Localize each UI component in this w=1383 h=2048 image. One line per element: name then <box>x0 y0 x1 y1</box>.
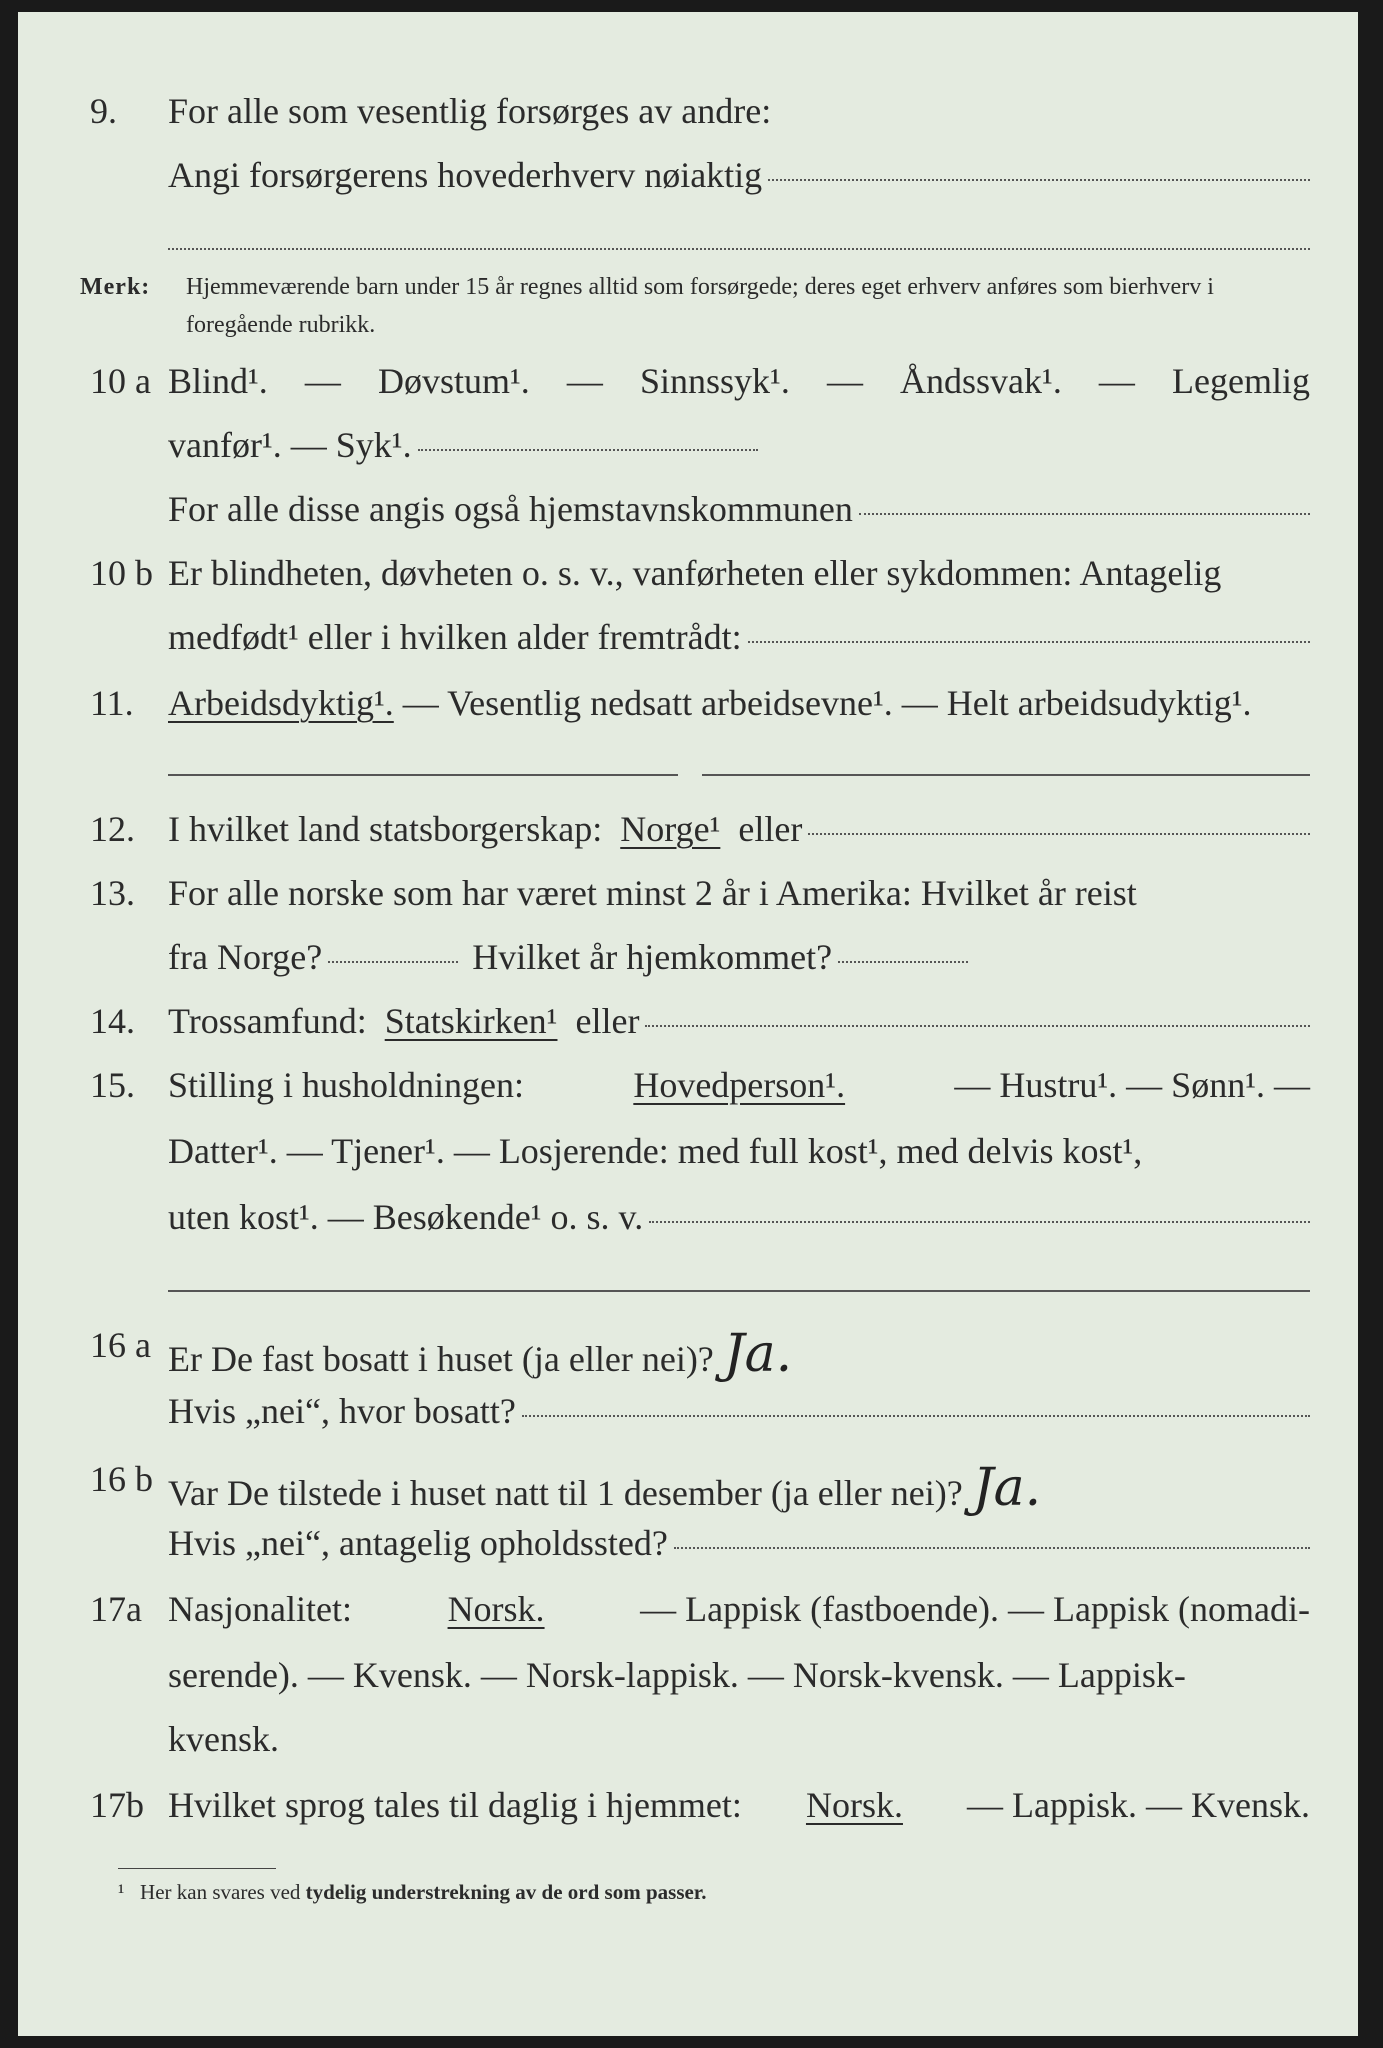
q16b-question: Var De tilstede i huset natt til 1 desember (ja eller nei)? <box>168 1473 963 1513</box>
q17b-number: 17b <box>90 1785 144 1825</box>
q15-options-1: — Hustru¹. — Sønn¹. — <box>954 1065 1310 1105</box>
q17a-options-1: — Lappisk (fastboende). — Lappisk (nomadi- <box>640 1589 1310 1629</box>
q14-line <box>18 1000 1358 1060</box>
q17b-options: — Lappisk. — Kvensk. <box>967 1785 1310 1825</box>
q10a-dash: — <box>826 361 863 401</box>
q17a-options-3: kvensk. <box>168 1719 279 1759</box>
q16b-number: 16 b <box>90 1459 153 1499</box>
q12-number: 12. <box>90 809 135 849</box>
q12-question: I hvilket land statsborgerskap: <box>168 809 603 849</box>
q11-other-options: — Vesentlig nedsatt arbeidsevne¹. — Helt arbeidsudyktig¹. <box>402 683 1252 723</box>
footnote-mark: ¹ <box>118 1880 125 1904</box>
q10a-dash: — <box>566 361 603 401</box>
footnote-text: Her kan svares ved <box>140 1880 301 1904</box>
q14-number: 14. <box>90 1001 135 1041</box>
q10b-question-2: medfødt¹ eller i hvilken alder fremtrådt: <box>168 617 742 657</box>
q10a-question-3: For alle disse angis også hjemstavnskommunen <box>168 489 853 529</box>
q13-hjemkommet-label: Hvilket år hjemkommet? <box>472 937 833 977</box>
q9-line1 <box>18 90 1358 150</box>
q14-question: Trossamfund: <box>168 1001 367 1041</box>
q15-number: 15. <box>90 1065 135 1105</box>
q16b-answer-field[interactable] <box>674 1547 1310 1549</box>
q16b-question-2: Hvis „nei“, antagelig opholdssted? <box>168 1523 668 1563</box>
q12-answer-field[interactable] <box>808 833 1310 835</box>
q10a-answer-field[interactable] <box>418 449 758 451</box>
q10a-options <box>168 360 1310 402</box>
footnote <box>118 1880 706 1905</box>
q10a-option[interactable]: Åndssvak¹. <box>900 361 1062 401</box>
q13-line1 <box>18 872 1358 932</box>
q15-line3 <box>18 1196 1358 1256</box>
q16a-question-2: Hvis „nei“, hvor bosatt? <box>168 1391 516 1431</box>
q9-number: 9. <box>90 91 117 131</box>
q17b-line <box>18 1784 1358 1844</box>
q12-eller: eller <box>738 809 803 849</box>
q10a-option[interactable]: Døvstum¹. <box>378 361 530 401</box>
q17b-option-norsk[interactable]: Norsk. <box>805 1785 903 1825</box>
q17a-line1 <box>18 1588 1358 1648</box>
q15-options-3: uten kost¹. — Besøkende¹ o. s. v. <box>168 1197 644 1237</box>
q15-answer-line[interactable] <box>168 1290 1310 1292</box>
q15-options-2: Datter¹. — Tjener¹. — Losjerende: med full kost¹, med delvis kost¹, <box>168 1131 1143 1171</box>
q16b-line2 <box>18 1522 1358 1582</box>
q9-question-2: Angi forsørgerens hovederhverv nøiaktig <box>168 155 763 195</box>
footnote-bold-text: tydelig understrekning av de ord som passer. <box>305 1880 707 1904</box>
q16a-line1 <box>18 1324 1358 1384</box>
merk-label: Merk: <box>80 274 151 300</box>
q10a-dash: — <box>1098 361 1135 401</box>
q16a-answer-field[interactable] <box>522 1415 1310 1417</box>
q10a-number: 10 a <box>90 361 151 401</box>
q9-question: For alle som vesentlig forsørges av andre: <box>168 91 772 131</box>
q13-number: 13. <box>90 873 135 913</box>
q9-extra-answer-line[interactable] <box>168 248 1310 250</box>
q17a-number: 17a <box>90 1589 142 1629</box>
q10a-hjemstavn-field[interactable] <box>859 513 1310 515</box>
q12-line <box>18 808 1358 868</box>
q17a-options-2: serende). — Kvensk. — Norsk-lappisk. — Norsk-kvensk. — Lappisk- <box>168 1655 1186 1695</box>
q9-answer-field[interactable] <box>768 179 1310 181</box>
q13-reist-label: fra Norge? <box>168 937 323 977</box>
q17b-question: Hvilket sprog tales til daglig i hjemmet: <box>168 1785 742 1825</box>
q14-answer-field[interactable] <box>645 1025 1310 1027</box>
q15-answer-field[interactable] <box>649 1221 1310 1223</box>
q16a-handwritten-answer[interactable]: Ja. <box>723 1324 793 1384</box>
q10b-answer-field[interactable] <box>748 641 1310 643</box>
q15-question: Stilling i husholdningen: <box>168 1065 525 1105</box>
q15-option-hovedperson[interactable]: Hovedperson¹. <box>633 1065 846 1105</box>
merk-note: Hjemmeværende barn under 15 år regnes alltid som forsørgede; deres eget erhverv anføres som bierhverv i foregående rubrikk. <box>186 274 1214 338</box>
q16a-question: Er De fast bosatt i huset (ja eller nei)? <box>168 1339 714 1379</box>
q10a-option[interactable]: Legemlig <box>1172 361 1310 401</box>
census-form-page <box>18 12 1358 2036</box>
q16a-number: 16 a <box>90 1325 151 1365</box>
q14-option-statskirken[interactable]: Statskirken¹ <box>384 1001 558 1041</box>
q10a-line3 <box>18 488 1358 548</box>
q14-eller: eller <box>575 1001 640 1041</box>
q11-number: 11. <box>90 683 134 723</box>
q10a-line1 <box>18 360 1358 420</box>
q17a-line3 <box>18 1718 1358 1778</box>
q11-answer-line-2[interactable] <box>702 774 1310 776</box>
q10b-number: 10 b <box>90 553 153 593</box>
q16b-handwritten-answer[interactable]: Ja. <box>972 1458 1042 1518</box>
q17a-option-norsk[interactable]: Norsk. <box>447 1589 545 1629</box>
q15-line2 <box>18 1130 1358 1190</box>
q10a-dash: — <box>304 361 341 401</box>
q12-option-norge[interactable]: Norge¹ <box>620 809 721 849</box>
q10b-line1 <box>18 552 1358 612</box>
q11-line <box>18 682 1358 742</box>
q17a-question: Nasjonalitet: <box>168 1589 352 1629</box>
q16b-line1 <box>18 1458 1358 1518</box>
q11-answer-line-1[interactable] <box>168 774 678 776</box>
q13-hjemkommet-field[interactable] <box>838 961 968 963</box>
footnote-separator <box>118 1868 276 1869</box>
q10b-line2 <box>18 616 1358 676</box>
q10a-option[interactable]: Sinnssyk¹. <box>640 361 790 401</box>
q13-reist-field[interactable] <box>328 961 458 963</box>
q9-line2 <box>18 154 1358 214</box>
q11-option-arbeidsdyktig[interactable]: Arbeidsdyktig¹. <box>168 683 394 723</box>
q17a-line2 <box>18 1654 1358 1714</box>
q10a-question-2: vanfør¹. — Syk¹. <box>168 425 412 465</box>
q16a-line2 <box>18 1390 1358 1450</box>
q10b-question: Er blindheten, døvheten o. s. v., vanførheten eller sykdommen: Antagelig <box>168 553 1222 593</box>
q10a-option[interactable]: Blind¹. <box>168 361 268 401</box>
q13-question: For alle norske som har været minst 2 år i Amerika: Hvilket år reist <box>168 873 1137 913</box>
q15-line1 <box>18 1064 1358 1124</box>
q13-line2 <box>18 936 1358 996</box>
q10a-line2 <box>18 424 1358 484</box>
